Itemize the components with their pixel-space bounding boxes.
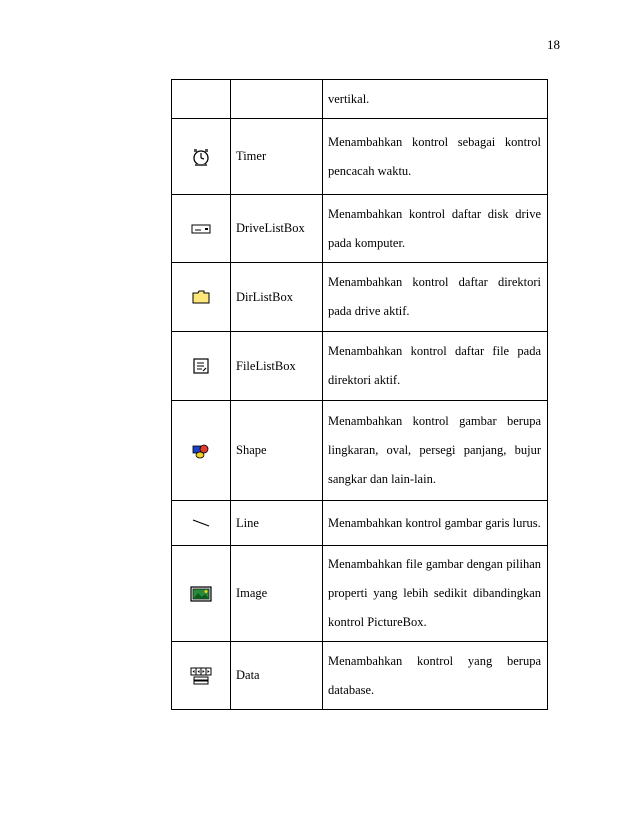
data-icon	[190, 666, 212, 683]
description-line: pencacah waktu.	[328, 163, 412, 178]
icon-cell	[172, 80, 231, 119]
icon-cell	[172, 263, 231, 332]
icon-cell	[172, 195, 231, 263]
control-description	[323, 332, 548, 401]
table-row	[172, 401, 548, 501]
control-name: DriveListBox	[231, 195, 323, 263]
control-name: Shape	[231, 401, 323, 501]
description-line: pada drive aktif.	[328, 304, 410, 318]
description-line: Menambahkan kontrol sebagai kontrol	[328, 134, 541, 149]
control-name	[231, 80, 323, 119]
description-line: Menambahkan file gambar dengan pilihan	[328, 557, 541, 571]
control-name: Image	[231, 546, 323, 642]
icon-cell	[172, 332, 231, 401]
icon-cell	[172, 546, 231, 642]
description-line: pada komputer.	[328, 235, 406, 250]
control-name: DirListBox	[231, 263, 323, 332]
table-row	[172, 642, 548, 710]
shape-icon	[191, 442, 211, 459]
control-name: Data	[231, 642, 323, 710]
control-description	[323, 119, 548, 195]
file-list-icon	[193, 357, 209, 374]
description-line: lingkaran, oval, persegi panjang, bujur	[328, 443, 541, 457]
control-name: Line	[231, 501, 323, 546]
image-icon	[190, 585, 212, 602]
control-name: FileListBox	[231, 332, 323, 401]
table-row	[172, 332, 548, 401]
description-line: vertikal.	[328, 91, 370, 106]
folder-icon	[192, 288, 210, 305]
description-line: Menambahkan kontrol daftar direktori	[328, 275, 541, 289]
control-description	[323, 546, 548, 642]
icon-cell	[172, 401, 231, 501]
table-row	[172, 80, 548, 119]
icon-cell	[172, 119, 231, 195]
drive-icon	[191, 220, 211, 237]
description-line: sangkar dan lain-lain.	[328, 472, 436, 486]
description-line: Menambahkan kontrol gambar berupa	[328, 414, 541, 428]
control-description	[323, 195, 548, 263]
table-row	[172, 546, 548, 642]
description-line: Menambahkan kontrol daftar file pada	[328, 344, 541, 358]
page-number: 18	[547, 37, 560, 52]
controls-table	[171, 79, 548, 710]
description-line: kontrol PictureBox.	[328, 615, 427, 629]
table-row	[172, 195, 548, 263]
icon-cell	[172, 501, 231, 546]
control-description	[323, 401, 548, 501]
description-line: database.	[328, 682, 375, 697]
description-line: direktori aktif.	[328, 373, 401, 387]
table-row	[172, 119, 548, 195]
control-description	[323, 263, 548, 332]
table-row	[172, 263, 548, 332]
description-line: properti yang lebih sedikit dibandingkan	[328, 586, 541, 600]
description-line: Menambahkan kontrol daftar disk drive	[328, 206, 541, 221]
control-description	[323, 501, 548, 546]
control-name: Timer	[231, 119, 323, 195]
control-description	[323, 642, 548, 710]
description-line: Menambahkan kontrol yang berupa	[328, 653, 541, 668]
timer-icon	[190, 147, 212, 164]
description-line: Menambahkan kontrol gambar garis lurus.	[328, 515, 541, 530]
icon-cell	[172, 642, 231, 710]
line-icon	[191, 514, 211, 531]
table-row	[172, 501, 548, 546]
control-description	[323, 80, 548, 119]
